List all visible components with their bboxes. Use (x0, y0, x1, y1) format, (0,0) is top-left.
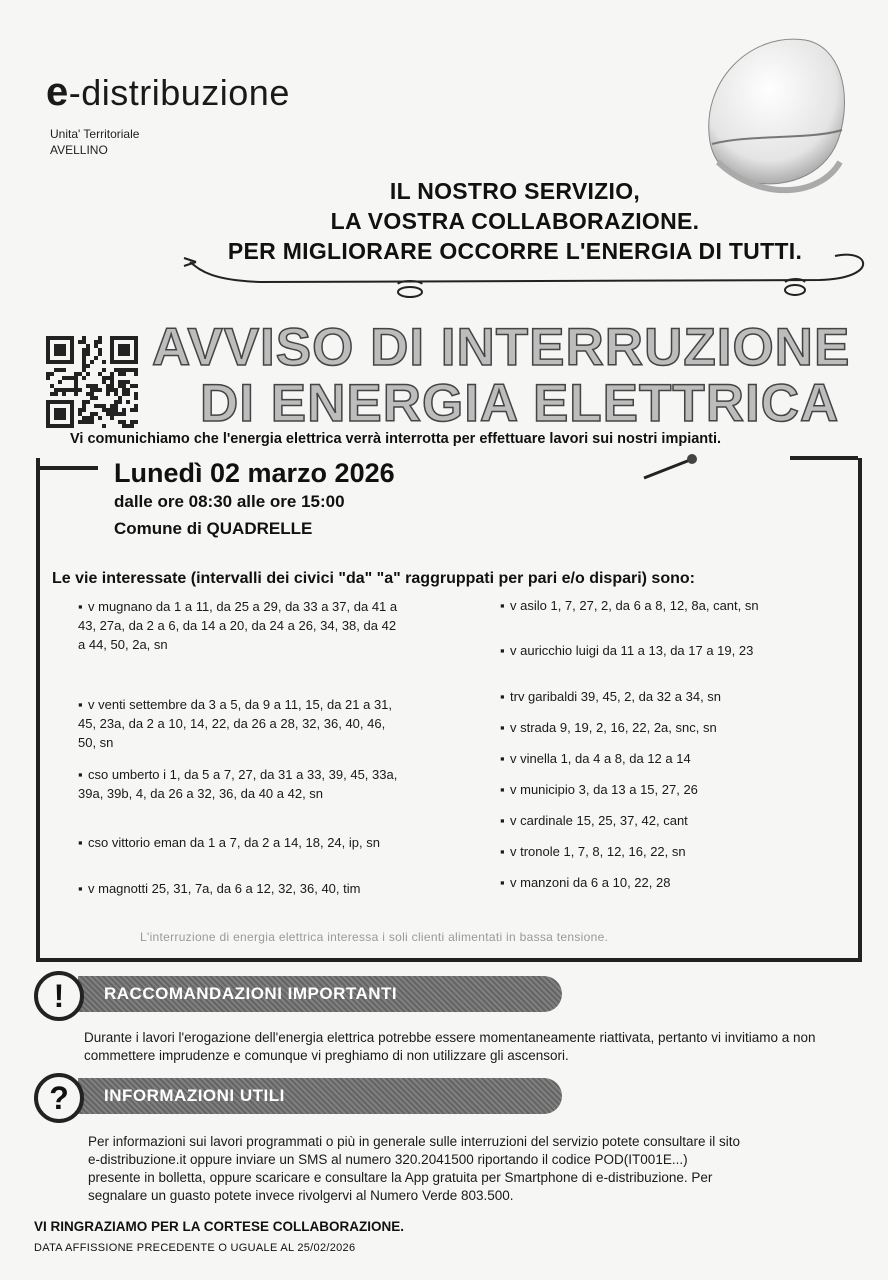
cable-icon (640, 452, 700, 482)
info-line: presente in bolletta, oppure scaricare e consultare la App gratuita per Smartphone di e-distribuzione. Per (88, 1170, 713, 1185)
info-line: Per informazioni sui lavori programmati o più in generale sulle interruzioni del servizio potete consultare il sito (88, 1134, 741, 1149)
street-item: ▪ v asilo 1, 7, 27, 2, da 6 a 8, 12, 8a, cant, sn (500, 598, 759, 613)
interruption-hours: dalle ore 08:30 alle ore 15:00 (114, 492, 345, 511)
street-item: ▪ trv garibaldi 39, 45, 2, da 32 a 34, sn (500, 689, 722, 704)
recommendations-title: RACCOMANDAZIONI IMPORTANTI (104, 984, 398, 1003)
street-text: v vinella 1, da 4 a 8, da 12 a 14 (510, 751, 691, 766)
street-item: ▪ v vinella 1, da 4 a 8, da 12 a 14 (500, 751, 691, 766)
posting-date-value: 25/02/2026 (297, 1242, 356, 1254)
interruption-date: Lunedì 02 marzo 2026 (114, 458, 395, 488)
street-text: cso umberto i 1, da 5 a 7, 27, da 31 a 33, 39, 45, 33a, 39a, 39b, 4, da 26 a 32, 36, da 40 a 42, sn (78, 767, 398, 801)
qr-code (46, 336, 138, 428)
warning-icon: ! (34, 971, 84, 1021)
street-item: ▪ v magnotti 25, 31, 7a, da 6 a 12, 32, 36, 40, tim (78, 881, 361, 896)
low-voltage-footnote: L'interruzione di energia elettrica interessa i soli clienti alimentati in bassa tensione. (140, 930, 609, 944)
street-text: v mugnano da 1 a 11, da 25 a 29, da 33 a 37, da 41 a 43, 27a, da 2 a 6, da 14 a 20, da 24 a 26, 34, 38, da 42 a 44, 50, 2a, sn (78, 599, 398, 652)
unit-label: Unita' Territoriale (50, 127, 140, 141)
street-item: ▪ v venti settembre da 3 a 5, da 9 a 11, 15, da 21 a 31, 45, 23a, da 2 a 10, 14, 22, da 26 a 28, 32, 36, 40, 46, 50, sn (78, 697, 393, 750)
recommendations-text: Durante i lavori l'erogazione dell'energia elettrica potrebbe essere momentaneamente riattivata, pertanto vi invitiamo a non commettere imprudenze e comunque vi preghiamo di non utilizzare gli ascensori. (84, 1030, 816, 1063)
street-text: v magnotti 25, 31, 7a, da 6 a 12, 32, 36, 40, tim (88, 881, 361, 896)
info-title: INFORMAZIONI UTILI (104, 1086, 285, 1105)
box-top-line-left (36, 466, 98, 470)
title-line-1: AVVISO DI INTERRUZIONE (152, 318, 851, 377)
street-item: ▪ v strada 9, 19, 2, 16, 22, 2a, snc, sn (500, 720, 717, 735)
street-item: ▪ v tronole 1, 7, 8, 12, 16, 22, sn (500, 844, 686, 859)
posting-date-label: DATA AFFISSIONE PRECEDENTE O UGUALE AL (34, 1242, 294, 1254)
logo-text: -distribuzione (68, 72, 290, 113)
posting-date (34, 1242, 355, 1254)
plug-wire-decoration (180, 240, 880, 310)
street-text: v strada 9, 19, 2, 16, 22, 2a, snc, sn (510, 720, 717, 735)
thanks-text: VI RINGRAZIAMO PER LA CORTESE COLLABORAZIONE. (34, 1219, 405, 1234)
notice-title (152, 320, 882, 432)
street-item: ▪ v cardinale 15, 25, 37, 42, cant (500, 813, 688, 828)
intro-text: Vi comunichiamo che l'energia elettrica verrà interrotta per effettuare lavori sui nostri impianti. (70, 431, 722, 447)
street-item: ▪ v auricchio luigi da 11 a 13, da 17 a 19, 23 (500, 643, 754, 658)
info-line: segnalare un guasto potete invece rivolgervi al Numero Verde 803.500. (88, 1188, 514, 1203)
box-top-line-right (790, 456, 858, 460)
street-text: trv garibaldi 39, 45, 2, da 32 a 34, sn (510, 689, 722, 704)
municipality: Comune di QUADRELLE (114, 519, 313, 538)
street-item: ▪ v municipio 3, da 13 a 15, 27, 26 (500, 782, 698, 797)
street-text: v asilo 1, 7, 27, 2, da 6 a 8, 12, 8a, cant, sn (510, 598, 759, 613)
street-text: v manzoni da 6 a 10, 22, 28 (510, 875, 671, 890)
streets-heading: Le vie interessate (intervalli dei civici "da" "a" raggruppati per pari e/o dispari) sono: (52, 570, 695, 587)
street-text: cso vittorio eman da 1 a 7, da 2 a 14, 18, 24, ip, sn (88, 835, 380, 850)
e-distribuzione-logo (46, 70, 290, 115)
title-line-2: DI ENERGIA ELETTRICA (200, 374, 840, 433)
info-banner (78, 1078, 562, 1114)
street-text: v municipio 3, da 13 a 15, 27, 26 (510, 782, 698, 797)
slogan-line-1: IL NOSTRO SERVIZIO, (389, 178, 641, 204)
info-text (88, 1133, 858, 1205)
slogan-line-2: LA VOSTRA COLLABORAZIONE. (330, 208, 700, 234)
street-text: v venti settembre da 3 a 5, da 9 a 11, 15, da 21 a 31, 45, 23a, da 2 a 10, 14, 22, da 26 a 28, 32, 36, 40, 46, 50, sn (78, 697, 393, 750)
unit-city: AVELLINO (50, 143, 108, 157)
territorial-unit (50, 126, 139, 158)
recommendations-banner (78, 976, 562, 1012)
street-text: v cardinale 15, 25, 37, 42, cant (510, 813, 688, 828)
street-item: ▪ cso umberto i 1, da 5 a 7, 27, da 31 a 33, 39, 45, 33a, 39a, 39b, 4, da 26 a 32, 36, da 40 a 42, sn (78, 767, 398, 801)
logo-e: e (46, 70, 69, 114)
info-line: e-distribuzione.it oppure inviare un SMS al numero 320.2041500 riportando il codice POD(IT001E...) (88, 1152, 688, 1167)
slogan-line-3: PER MIGLIORARE OCCORRE L'ENERGIA DI TUTTI. (227, 238, 803, 264)
street-item: ▪ v mugnano da 1 a 11, da 25 a 29, da 33 a 37, da 41 a 43, 27a, da 2 a 6, da 14 a 20, da 24 a 26, 34, 38, da 42 a 44, 50, 2a, sn (78, 599, 398, 652)
street-item: ▪ cso vittorio eman da 1 a 7, da 2 a 14, 18, 24, ip, sn (78, 835, 380, 850)
street-text: v tronole 1, 7, 8, 12, 16, 22, sn (510, 844, 686, 859)
question-icon: ? (34, 1073, 84, 1123)
street-item: ▪ v manzoni da 6 a 10, 22, 28 (500, 875, 671, 890)
street-text: v auricchio luigi da 11 a 13, da 17 a 19, 23 (510, 643, 754, 658)
